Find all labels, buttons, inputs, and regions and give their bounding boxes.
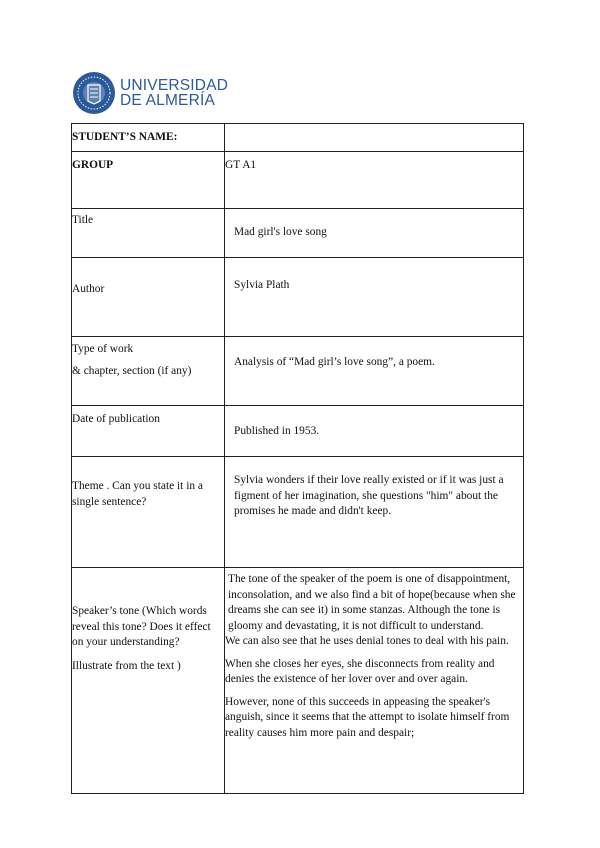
- theme-value[interactable]: Sylvia wonders if their love really existed or if it was just a figment of her imagination, she questions "him" about the promises he made and didn't keep.: [225, 457, 524, 568]
- tone-label-line-2: Illustrate from the text ): [72, 659, 181, 672]
- type-label-line-2: & chapter, section (if any): [72, 364, 192, 377]
- row-student-name: [72, 124, 524, 152]
- group-label: GROUP: [72, 152, 225, 209]
- row-theme: [72, 457, 524, 568]
- university-seal-icon: [72, 71, 116, 115]
- tone-paragraph-3: However, none of this succeeds in appeasing the speaker's anguish, since it seems that the attempt to isolate himself from reality causes him more pain and despair;: [225, 695, 510, 739]
- row-date: [72, 406, 524, 457]
- type-of-work-value[interactable]: Analysis of “Mad girl’s love song”, a poem.: [225, 337, 524, 406]
- date-label: Date of publication: [72, 406, 225, 457]
- author-value[interactable]: Sylvia Plath: [225, 258, 524, 337]
- tone-label-line-1: Speaker’s tone (Which words reveal this tone? Does it effect on your understanding?: [72, 605, 211, 648]
- author-label: Author: [72, 258, 225, 337]
- university-logo: [72, 70, 229, 116]
- logo-line-1: UNIVERSIDAD: [120, 77, 229, 94]
- student-name-label: STUDENT’S NAME:: [72, 124, 225, 152]
- tone-paragraph-1b: We can also see that he uses denial tones to deal with his pain.: [225, 635, 509, 647]
- report-form-table: [71, 123, 524, 794]
- title-value[interactable]: Mad girl's love song: [225, 209, 524, 258]
- row-title: [72, 209, 524, 258]
- row-speaker-tone: [72, 568, 524, 794]
- row-group: [72, 152, 524, 209]
- speaker-tone-label: [72, 568, 225, 794]
- type-of-work-label: [72, 337, 225, 406]
- type-label-line-1: Type of work: [72, 343, 134, 355]
- logo-line-2: DE ALMERÍA: [120, 92, 216, 109]
- row-author: [72, 258, 524, 337]
- student-name-value[interactable]: [225, 124, 524, 152]
- university-wordmark: [120, 78, 228, 108]
- tone-paragraph-1: The tone of the speaker of the poem is one of disappointment, inconsolation, and we also find a bit of hope(because when she dreams she can see it) in some stanzas. Although the tone is gloomy and devastating, it is not difficult to understand.: [228, 573, 516, 632]
- speaker-tone-value[interactable]: [225, 568, 524, 794]
- theme-label: Theme . Can you state it in a single sentence?: [72, 457, 225, 568]
- title-label: Title: [72, 209, 225, 258]
- date-value[interactable]: Published in 1953.: [225, 406, 524, 457]
- row-type-of-work: [72, 337, 524, 406]
- tone-paragraph-2: When she closes her eyes, she disconnects from reality and denies the existence of her lover over and over again.: [225, 657, 495, 685]
- group-value[interactable]: GT A1: [225, 152, 524, 209]
